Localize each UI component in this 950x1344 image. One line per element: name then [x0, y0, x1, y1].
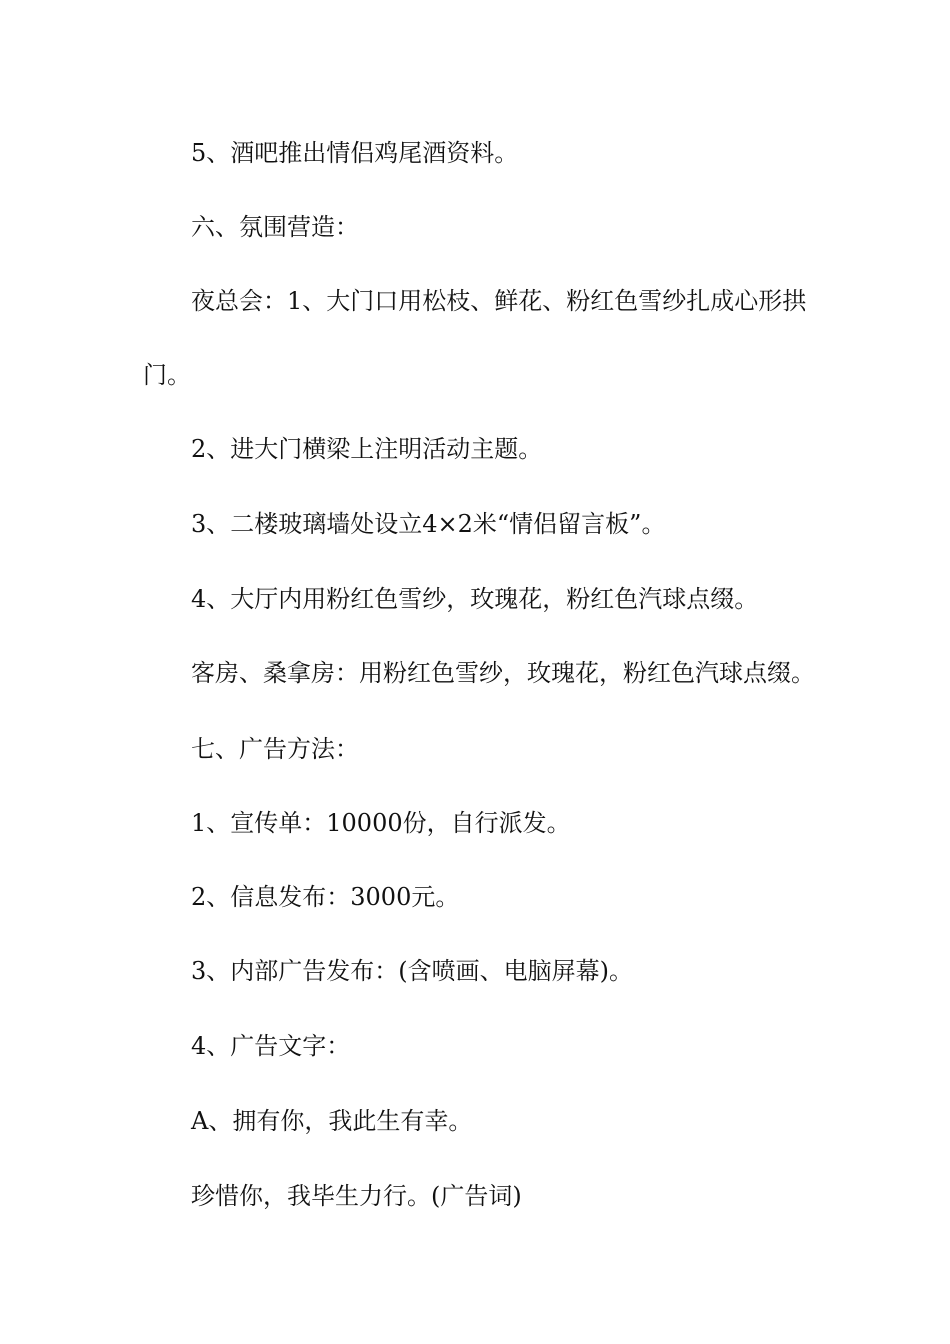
paragraph-internal-ads: 3、内部广告发布：(含喷画、电脑屏幕)。	[191, 957, 633, 985]
paragraph-slogan-a-continued: 珍惜你，我毕生力行。(广告词)	[191, 1182, 522, 1210]
paragraph-beam-theme: 2、进大门横梁上注明活动主题。	[191, 435, 543, 463]
paragraph-rooms-sauna: 客房、桑拿房：用粉红色雪纱，玫瑰花，粉红色汽球点缀。	[191, 659, 815, 687]
paragraph-message-board: 3、二楼玻璃墙处设立4×2米“情侣留言板”。	[191, 510, 666, 538]
paragraph-slogan-a: A、拥有你，我此生有幸。	[191, 1107, 473, 1135]
paragraph-bar-cocktail: 5、酒吧推出情侣鸡尾酒资料。	[191, 139, 519, 167]
paragraph-info-release: 2、信息发布：3000元。	[191, 883, 460, 911]
paragraph-nightclub-gate-continued: 门。	[143, 361, 191, 389]
heading-ad-copy: 4、广告文字：	[191, 1032, 351, 1060]
heading-advertising: 七、广告方法：	[191, 735, 359, 763]
paragraph-flyers: 1、宣传单：10000份，自行派发。	[191, 809, 571, 837]
paragraph-nightclub-gate: 夜总会：1、大门口用松枝、鲜花、粉红色雪纱扎成心形拱	[191, 287, 807, 315]
heading-atmosphere: 六、氛围营造：	[191, 213, 359, 241]
paragraph-hall-decoration: 4、大厅内用粉红色雪纱，玫瑰花，粉红色汽球点缀。	[191, 585, 759, 613]
